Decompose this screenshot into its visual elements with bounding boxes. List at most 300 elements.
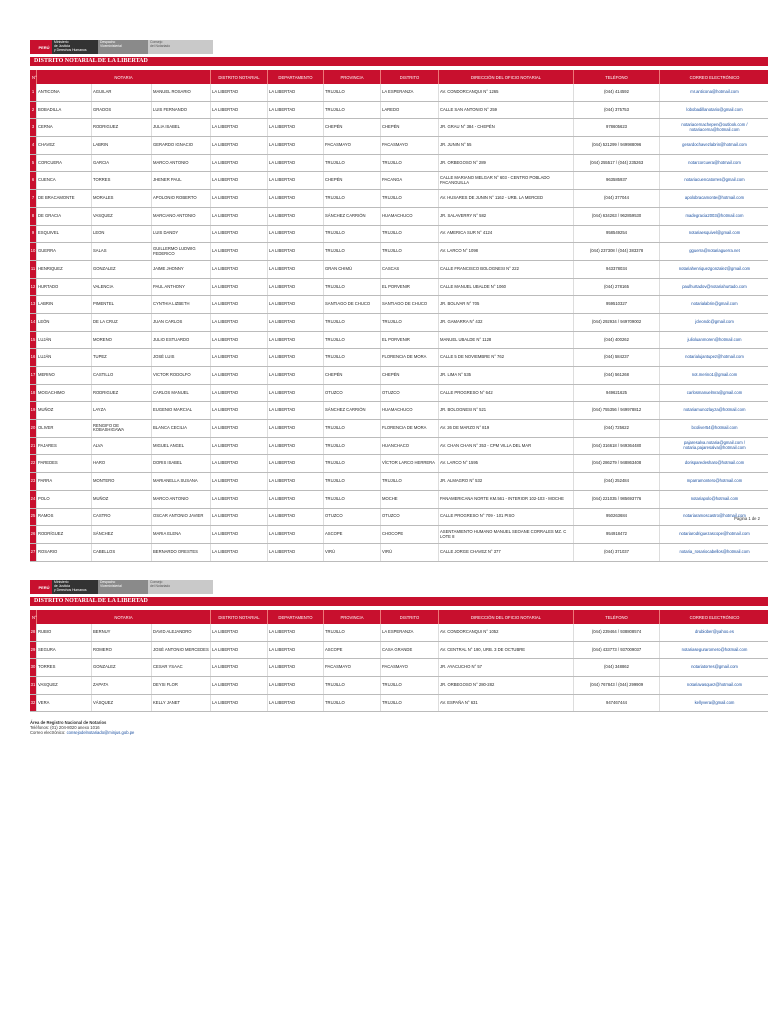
col-departamento: DEPARTAMENTO (268, 610, 324, 624)
cell-direccion: JR. LIMA N° 535 (439, 367, 574, 384)
cell-apellido-materno: MORALES (92, 190, 152, 207)
cell-correo[interactable]: notariavasquez@hotmail.com (660, 677, 768, 694)
table-row (30, 402, 768, 420)
cell-number: 22 (30, 455, 37, 472)
cell-correo[interactable]: carlosmanuelmra@gmail.com (660, 385, 768, 402)
cell-direccion: JR. GRAU N° 384 - CHEPÉN (439, 119, 574, 136)
cell-provincia: VIRÚ (324, 544, 381, 561)
cell-provincia: TRUJILLO (324, 243, 381, 260)
cell-distrito-notarial: LA LIBERTAD (211, 491, 268, 508)
cell-distrito: TRUJILLO (381, 243, 439, 260)
col-correo: CORREO ELECTRÓNICO (660, 610, 768, 624)
cell-correo[interactable]: jcleondc@gmail.com (660, 314, 768, 331)
table-row (30, 261, 768, 279)
page-number: Página 1 de 2 (734, 516, 760, 521)
table-header (30, 70, 768, 84)
cell-correo[interactable]: lobobadillanotario@gmail.com (660, 102, 768, 119)
cell-number: 32 (30, 695, 37, 712)
cell-provincia: TRUJILLO (324, 624, 381, 641)
cell-departamento: LA LIBERTAD (268, 455, 324, 472)
cell-apellido-paterno: LEÓN (37, 314, 92, 331)
cell-number: 9 (30, 226, 37, 243)
table-row (30, 226, 768, 244)
cell-telefono: (044) 561268 (574, 367, 660, 384)
cell-apellido-materno: CABELLOS (92, 544, 152, 561)
cell-distrito: LAREDO (381, 102, 439, 119)
cell-provincia: TRUJILLO (324, 695, 381, 712)
cell-number: 18 (30, 385, 37, 402)
table-row (30, 172, 768, 190)
table-row (30, 208, 768, 226)
cell-direccion: AV. CONDORCANQUI N° 1052 (439, 624, 574, 641)
cell-distrito: HUANCHACO (381, 438, 439, 455)
cell-direccion: CALLE MANUEL UBALDE N° 1060 (439, 279, 574, 296)
cell-number: 14 (30, 314, 37, 331)
cell-distrito-notarial: LA LIBERTAD (211, 332, 268, 349)
cell-apellido-paterno: POLO (37, 491, 92, 508)
table-row (30, 695, 768, 713)
cell-departamento: LA LIBERTAD (268, 385, 324, 402)
table-row (30, 509, 768, 527)
cell-direccion: AV. LARCO N° 1098 (439, 243, 574, 260)
cell-correo[interactable]: notariaesquivel@gmail.com (660, 226, 768, 243)
cell-direccion: AV. 26 DE MARZO N° 819 (439, 420, 574, 437)
cell-correo[interactable]: notarialabrin@gmail.com (660, 296, 768, 313)
ministry-label: Ministerio de Justicia y Derechos Humanos (52, 580, 98, 594)
cell-nombres: BERNARDO ORESTES (152, 544, 211, 561)
cell-distrito: VÍCTOR LARCO HERRERA (381, 455, 439, 472)
cell-telefono: 954918472 (574, 526, 660, 543)
cell-correo[interactable]: notariarodriguezascope@hotmail.com (660, 526, 768, 543)
cell-nombres: JUAN CARLOS (152, 314, 211, 331)
cell-correo[interactable]: paulhurtadov@notariahurtado.com (660, 279, 768, 296)
cell-direccion: JR. ORBEGOSO N° 280-282 (439, 677, 574, 694)
cell-nombres: JHENER PAUL (152, 172, 211, 189)
cell-distrito-notarial: LA LIBERTAD (211, 137, 268, 154)
cell-distrito-notarial: LA LIBERTAD (211, 544, 268, 561)
cell-provincia: TRUJILLO (324, 84, 381, 101)
footer-title: Área de Registro Nacional de Notarios (30, 720, 107, 726)
cell-correo[interactable]: mparramontero@hotmail.com (660, 473, 768, 490)
cell-distrito-notarial: LA LIBERTAD (211, 279, 268, 296)
cell-distrito: LA ESPERANZA (381, 624, 439, 641)
col-n: N° (30, 70, 37, 84)
cell-distrito-notarial: LA LIBERTAD (211, 438, 268, 455)
cell-telefono: (044) 584237 (574, 349, 660, 366)
cell-apellido-paterno: CUENCA (37, 172, 92, 189)
cell-distrito-notarial: LA LIBERTAD (211, 261, 268, 278)
cell-departamento: LA LIBERTAD (268, 624, 324, 641)
cell-correo[interactable]: mr.anticona@hotmail.com (660, 84, 768, 101)
cell-distrito-notarial: LA LIBERTAD (211, 367, 268, 384)
cell-number: 10 (30, 243, 37, 260)
cell-number: 26 (30, 526, 37, 543)
table-row (30, 420, 768, 438)
cell-distrito: LA ESPERANZA (381, 84, 439, 101)
col-distrito: DISTRITO (381, 70, 439, 84)
page-2 (30, 580, 768, 735)
cell-apellido-materno: AGUILAR (92, 84, 152, 101)
cell-provincia: TRUJILLO (324, 420, 381, 437)
cell-departamento: LA LIBERTAD (268, 137, 324, 154)
cell-provincia: TRUJILLO (324, 332, 381, 349)
cell-telefono: (044) 377044 (574, 190, 660, 207)
col-departamento: DEPARTAMENTO (268, 70, 324, 84)
cell-correo[interactable]: notariahenriquezgonzalez@gmail.com (660, 261, 768, 278)
cell-correo[interactable]: notariamunozlayza@hotmail.com (660, 402, 768, 419)
cell-apellido-materno: BERNUY (92, 624, 152, 641)
cell-apellido-paterno: LABRIN (37, 296, 92, 313)
cell-nombres: EUGENIO MARCIAL (152, 402, 211, 419)
cell-direccion: JR. JUNIN N° 55 (439, 137, 574, 154)
cell-direccion: CALLE FRANCISCO BOLOGNESI N° 222 (439, 261, 574, 278)
cell-apellido-paterno: PAJARES (37, 438, 92, 455)
cell-nombres: LUIS DANDY (152, 226, 211, 243)
cell-apellido-materno: RENGIFO DE KOBASHIGAWA (92, 420, 152, 437)
cell-departamento: LA LIBERTAD (268, 349, 324, 366)
vice-ministry-label: Despacho Viceministerial (98, 580, 148, 594)
table-row (30, 526, 768, 544)
cell-apellido-materno: GONZALEZ (92, 261, 152, 278)
cell-correo[interactable]: madegracia2003@hotmail.com (660, 208, 768, 225)
cell-number: 24 (30, 491, 37, 508)
cell-apellido-paterno: ROSARIO (37, 544, 92, 561)
cell-nombres: MIGUEL ANGEL (152, 438, 211, 455)
cell-apellido-materno: DE LA CRUZ (92, 314, 152, 331)
table-body (30, 84, 768, 562)
cell-telefono: (044) 400262 (574, 332, 660, 349)
cell-apellido-paterno: BOBADILLA (37, 102, 92, 119)
cell-direccion: JR. BOLOGNESI N° 521 (439, 402, 574, 419)
cell-departamento: LA LIBERTAD (268, 509, 324, 526)
cell-distrito: CHEPÉN (381, 367, 439, 384)
ministry-label: Ministerio de Justicia y Derechos Humanos (52, 40, 98, 54)
cell-telefono: (044) 414592 (574, 84, 660, 101)
cell-telefono: 943378034 (574, 261, 660, 278)
cell-distrito: TRUJILLO (381, 190, 439, 207)
cell-distrito: PACASMAYO (381, 659, 439, 676)
cell-correo[interactable]: notariatorres@gmail.com (660, 659, 768, 676)
cell-correo[interactable]: pajaresalva.notaria@gmail.com / notaria.pajaresalva@hotmail.com (660, 438, 768, 455)
cell-distrito-notarial: LA LIBERTAD (211, 455, 268, 472)
cell-distrito-notarial: LA LIBERTAD (211, 190, 268, 207)
cell-nombres: OSCAR ANTONIO JAVIER (152, 509, 211, 526)
cell-departamento: LA LIBERTAD (268, 261, 324, 278)
cell-nombres: CESAR YSAAC (152, 659, 211, 676)
cell-provincia: CHEPÉN (324, 172, 381, 189)
cell-distrito-notarial: LA LIBERTAD (211, 473, 268, 490)
cell-telefono: (044) 755356 / 949978812 (574, 402, 660, 419)
vice-ministry-label: Despacho Viceministerial (98, 40, 148, 54)
cell-provincia: SANTIAGO DE CHUCO (324, 296, 381, 313)
cell-number: 7 (30, 190, 37, 207)
cell-correo[interactable]: notariacuencatorres@gmail.com (660, 172, 768, 189)
cell-correo[interactable]: notariaramoscastro@hotmail.com (660, 509, 768, 526)
table-row (30, 473, 768, 491)
cell-number: 11 (30, 261, 37, 278)
cell-nombres: JAIME JHONNY (152, 261, 211, 278)
cell-apellido-paterno: DE GRACIA (37, 208, 92, 225)
cell-distrito-notarial: LA LIBERTAD (211, 677, 268, 694)
cell-apellido-paterno: DE BRACAMONTE (37, 190, 92, 207)
col-correo: CORREO ELECTRÓNICO (660, 70, 768, 84)
footer-contact (30, 720, 768, 735)
cell-number: 30 (30, 659, 37, 676)
cell-departamento: LA LIBERTAD (268, 367, 324, 384)
cell-direccion: CALLE PROGRESO N° 709 - 101 PISO (439, 509, 574, 526)
cell-apellido-materno: ALVA (92, 438, 152, 455)
cell-number: 6 (30, 172, 37, 189)
cell-apellido-paterno: RUBIO (37, 624, 92, 641)
col-distrito-notarial: DISTRITO NOTARIAL (211, 70, 268, 84)
cell-direccion: CALLE JORGE CHAVEZ N° 377 (439, 544, 574, 561)
cell-distrito-notarial: LA LIBERTAD (211, 385, 268, 402)
cell-apellido-paterno: VASQUEZ (37, 677, 92, 694)
cell-correo[interactable]: bcoliver54@hotmail.com (660, 420, 768, 437)
cell-apellido-materno: TORRES (92, 172, 152, 189)
table-row (30, 385, 768, 403)
cell-distrito: TRUJILLO (381, 695, 439, 712)
cell-correo[interactable]: gguerra@notariaguerra.net (660, 243, 768, 260)
cell-telefono: (044) 239464 / 938808574 (574, 624, 660, 641)
cell-distrito: HUAMACHUCO (381, 208, 439, 225)
col-distrito: DISTRITO (381, 610, 439, 624)
cell-departamento: LA LIBERTAD (268, 420, 324, 437)
cell-nombres: MARIA ELENA (152, 526, 211, 543)
cell-nombres: DEYSI FLOR (152, 677, 211, 694)
cell-direccion: MANUEL UBALDE N° 1128 (439, 332, 574, 349)
col-n: N° (30, 610, 37, 624)
cell-number: 4 (30, 137, 37, 154)
cell-correo[interactable]: drubiober@yahoo.es (660, 624, 768, 641)
cell-nombres: JOSÉ ANTONIO MERCEDES (152, 642, 211, 659)
cell-nombres: MARCO ANTONIO (152, 155, 211, 172)
cell-apellido-paterno: LUJÁN (37, 332, 92, 349)
cell-telefono: (044) 521299 / 949988096 (574, 137, 660, 154)
cell-distrito: HUAMACHUCO (381, 402, 439, 419)
cell-apellido-paterno: OLIVER (37, 420, 92, 437)
table-body (30, 624, 768, 712)
cell-correo[interactable]: not.merino1@gmail.com (660, 367, 768, 384)
cell-direccion: AV. CONDORCANQUI N° 1265 (439, 84, 574, 101)
cell-provincia: CHEPÉN (324, 367, 381, 384)
cell-direccion: AV. HUSARES DE JUNIN N° 1162 - URB. LA MERCED (439, 190, 574, 207)
table-row (30, 119, 768, 137)
cell-direccion: AV. CENTRAL N° 190, URB. 3 DE OCTUBRE (439, 642, 574, 659)
cell-number: 29 (30, 642, 37, 659)
table-row (30, 659, 768, 677)
cell-provincia: TRUJILLO (324, 491, 381, 508)
cell-distrito: EL PORVENIR (381, 332, 439, 349)
cell-apellido-paterno: MERINO (37, 367, 92, 384)
cell-apellido-materno: CASTILLO (92, 367, 152, 384)
cell-correo[interactable]: notarialujantupez@hotmail.com (660, 349, 768, 366)
cell-distrito-notarial: LA LIBERTAD (211, 102, 268, 119)
table-row (30, 455, 768, 473)
cell-telefono: 978605623 (574, 119, 660, 136)
cell-number: 1 (30, 84, 37, 101)
cell-apellido-materno: CASTRO (92, 509, 152, 526)
table-row (30, 84, 768, 102)
cell-distrito-notarial: LA LIBERTAD (211, 349, 268, 366)
cell-apellido-materno: VÁSQUEZ (92, 695, 152, 712)
cell-nombres: VICTOR RODOLFO (152, 367, 211, 384)
cell-distrito: OTUZCO (381, 509, 439, 526)
cell-distrito: SANTIAGO DE CHUCO (381, 296, 439, 313)
footer-email-link[interactable]: consejodelnotariado@minjus.gob.pe (66, 730, 135, 736)
cell-departamento: LA LIBERTAD (268, 155, 324, 172)
cell-distrito-notarial: LA LIBERTAD (211, 314, 268, 331)
cell-correo[interactable]: notariapolo@hotmail.com (660, 491, 768, 508)
cell-number: 19 (30, 402, 37, 419)
cell-distrito-notarial: LA LIBERTAD (211, 642, 268, 659)
cell-telefono: (044) 371037 (574, 544, 660, 561)
cell-apellido-paterno: CERNA (37, 119, 92, 136)
cell-apellido-paterno: CORCUERA (37, 155, 92, 172)
col-provincia: PROVINCIA (324, 610, 381, 624)
section-title: DISTRITO NOTARIAL DE LA LIBERTAD (30, 57, 768, 66)
cell-departamento: LA LIBERTAD (268, 119, 324, 136)
cell-apellido-paterno: HENRIQUEZ (37, 261, 92, 278)
cell-apellido-materno: MONTERO (92, 473, 152, 490)
cell-number: 2 (30, 102, 37, 119)
cell-provincia: CHEPÉN (324, 119, 381, 136)
cell-departamento: LA LIBERTAD (268, 102, 324, 119)
cell-number: 31 (30, 677, 37, 694)
cell-apellido-materno: PIMENTEL (92, 296, 152, 313)
table-row (30, 438, 768, 456)
table-row (30, 102, 768, 120)
cell-telefono: (044) 252484 (574, 473, 660, 490)
cell-provincia: TRUJILLO (324, 473, 381, 490)
cell-apellido-materno: SÁNCHEZ (92, 526, 152, 543)
cell-departamento: LA LIBERTAD (268, 190, 324, 207)
cell-apellido-materno: TUPEZ (92, 349, 152, 366)
cell-distrito-notarial: LA LIBERTAD (211, 119, 268, 136)
table-row (30, 155, 768, 173)
cell-provincia: TRUJILLO (324, 226, 381, 243)
cell-nombres: LUIS FERNANDO (152, 102, 211, 119)
cell-nombres: MARCO ANTONIO (152, 491, 211, 508)
cell-correo[interactable]: gerardochavezlabrin@hotmail.com (660, 137, 768, 154)
cell-distrito-notarial: LA LIBERTAD (211, 624, 268, 641)
cell-distrito: TRUJILLO (381, 226, 439, 243)
cell-apellido-materno: GRADOS (92, 102, 152, 119)
table-row (30, 349, 768, 367)
cell-apellido-materno: LEON (92, 226, 152, 243)
cell-distrito: CHEPÉN (381, 119, 439, 136)
cell-telefono: 959510327 (574, 296, 660, 313)
col-provincia: PROVINCIA (324, 70, 381, 84)
cell-provincia: OTUZCO (324, 385, 381, 402)
cell-distrito-notarial: LA LIBERTAD (211, 172, 268, 189)
cell-correo[interactable]: notariacernachepen@outlook.com / notariacerna@hotmail.com (660, 119, 768, 136)
cell-number: 15 (30, 332, 37, 349)
cell-nombres: JOSÉ LUIS (152, 349, 211, 366)
table-row (30, 367, 768, 385)
cell-direccion: JR. GAMARRA N° 432 (439, 314, 574, 331)
cell-number: 20 (30, 420, 37, 437)
cell-distrito-notarial: LA LIBERTAD (211, 420, 268, 437)
col-distrito-notarial: DISTRITO NOTARIAL (211, 610, 268, 624)
cell-provincia: PACASMAYO (324, 137, 381, 154)
cell-apellido-paterno: PARRA (37, 473, 92, 490)
cell-apellido-materno: LABRIN (92, 137, 152, 154)
cell-departamento: LA LIBERTAD (268, 172, 324, 189)
cell-telefono: 958549254 (574, 226, 660, 243)
cell-distrito-notarial: LA LIBERTAD (211, 84, 268, 101)
cell-correo[interactable]: notarcorcuera@hotmail.com (660, 155, 768, 172)
cell-correo[interactable]: julioluanmoren@hotmail.com (660, 332, 768, 349)
cell-distrito: CASA GRANDE (381, 642, 439, 659)
table-row (30, 296, 768, 314)
cell-direccion: AV. ESPAÑA N° 631 (439, 695, 574, 712)
cell-nombres: DORIS ISABEL (152, 455, 211, 472)
cell-distrito-notarial: LA LIBERTAD (211, 296, 268, 313)
cell-correo[interactable]: notariaseguraromero@hotmail.com (660, 642, 768, 659)
cell-provincia: SÁNCHEZ CARRIÓN (324, 402, 381, 419)
cell-distrito: CHOCOPE (381, 526, 439, 543)
table-row (30, 544, 768, 562)
cell-distrito-notarial: LA LIBERTAD (211, 155, 268, 172)
cell-number: 5 (30, 155, 37, 172)
cell-nombres: DAVID ALEJANDRO (152, 624, 211, 641)
cell-distrito: TRUJILLO (381, 677, 439, 694)
cell-correo[interactable]: dorisparedesharo@hotmail.com (660, 455, 768, 472)
cell-departamento: LA LIBERTAD (268, 659, 324, 676)
cell-direccion: JR. ALMAGRO N° 532 (439, 473, 574, 490)
cell-departamento: LA LIBERTAD (268, 677, 324, 694)
cell-direccion: CALLE PROGRESO N° 642 (439, 385, 574, 402)
cell-departamento: LA LIBERTAD (268, 84, 324, 101)
cell-direccion: ASENTAMIENTO HUMANO MANUEL SEOANE CORRALES MZ. C LOTE 8 (439, 526, 574, 543)
cell-distrito-notarial: LA LIBERTAD (211, 208, 268, 225)
cell-distrito: PACANGA (381, 172, 439, 189)
cell-telefono: (044) 316618 / 949364480 (574, 438, 660, 455)
cell-correo[interactable]: kellyvera@gmail.com (660, 695, 768, 712)
cell-nombres: JULIO ESTUARDO (152, 332, 211, 349)
cell-distrito: MOCHE (381, 491, 439, 508)
table-row (30, 243, 768, 261)
institution-header (30, 40, 215, 54)
cell-distrito: VIRÚ (381, 544, 439, 561)
cell-distrito: PACASMAYO (381, 137, 439, 154)
cell-distrito: OTUZCO (381, 385, 439, 402)
cell-correo[interactable]: notaria_rosariocabellos@hotmail.com (660, 544, 768, 561)
cell-distrito: FLORENCIA DE MORA (381, 420, 439, 437)
table-row (30, 190, 768, 208)
cell-distrito-notarial: LA LIBERTAD (211, 509, 268, 526)
cell-departamento: LA LIBERTAD (268, 402, 324, 419)
cell-telefono: (044) 348862 (574, 659, 660, 676)
cell-apellido-paterno: RODRÍGUEZ (37, 526, 92, 543)
cell-apellido-paterno: LUJÁN (37, 349, 92, 366)
cell-number: 3 (30, 119, 37, 136)
cell-telefono: (044) 634263 / 962859530 (574, 208, 660, 225)
cell-correo[interactable]: apolobracamonte@hotmail.com (660, 190, 768, 207)
cell-apellido-paterno: MUÑOZ (37, 402, 92, 419)
cell-apellido-materno: ZAPATA (92, 677, 152, 694)
cell-nombres: APOLONIO ROBERTO (152, 190, 211, 207)
cell-distrito-notarial: LA LIBERTAD (211, 226, 268, 243)
table-row (30, 137, 768, 155)
cell-provincia: TRUJILLO (324, 190, 381, 207)
cell-apellido-materno: GARCIA (92, 155, 152, 172)
table-row (30, 332, 768, 350)
cell-direccion: CALLE SAN ANTONIO N° 259 (439, 102, 574, 119)
cell-nombres: CARLOS MANUEL (152, 385, 211, 402)
cell-apellido-paterno: MOGACHIMO (37, 385, 92, 402)
